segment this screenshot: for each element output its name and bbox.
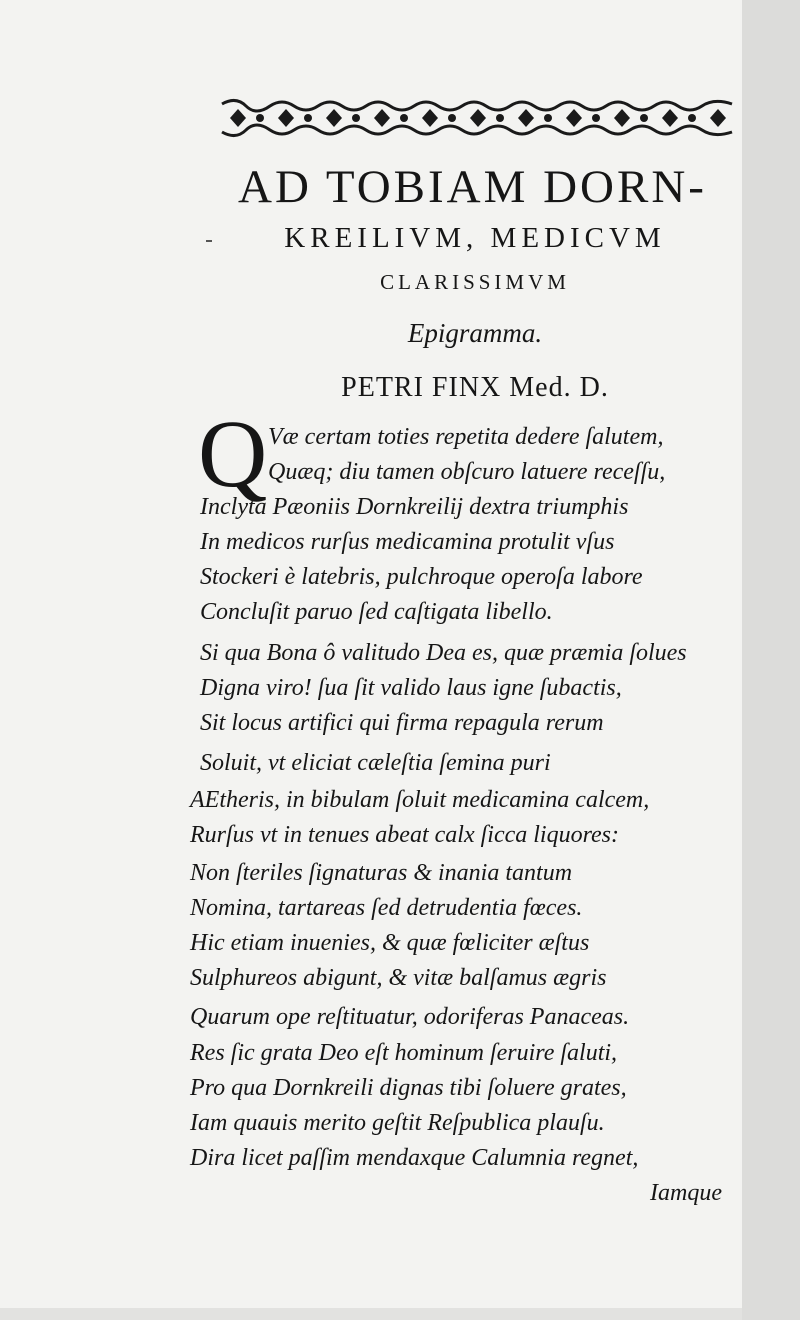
verse-line: AEtheris, in bibulam ſoluit medicamina calcem, xyxy=(190,787,650,813)
page-edge-bottom xyxy=(0,1308,742,1320)
genre-label: Epigramma. xyxy=(407,318,543,348)
verse-line: Non ſteriles ſignaturas & inania tantum xyxy=(190,860,573,886)
verse-line: Soluit, vt eliciat cæleſtia ſemina puri xyxy=(200,750,551,776)
verse-line: In medicos rurſus medicamina protulit vſus xyxy=(200,529,615,555)
verse-line: Nomina, tartareas ſed detrudentia fœces. xyxy=(190,895,583,921)
verse-line: Sit locus artifici qui firma repagula rerum xyxy=(200,710,604,736)
verse-line: Sulphureos abigunt, & vitæ balſamus ægris xyxy=(190,965,607,991)
verse-line: Hic etiam inuenies, & quæ fœliciter æſtus xyxy=(190,930,590,956)
catchword: Iamque xyxy=(650,1180,722,1206)
verse-line: Inclyta Pæoniis Dornkreilij dextra triumphis xyxy=(200,494,629,520)
verse-line: Quarum ope reſtituatur, odoriferas Panaceas. xyxy=(190,1004,630,1030)
verse-line: Stockeri è latebris, pulchroque operoſa labore xyxy=(200,564,643,590)
verse-line: Rurſus vt in tenues abeat calx ſicca liquores: xyxy=(190,822,620,848)
title-line-3: CLARISSIMVM xyxy=(380,270,570,294)
verse-line: Quæq; diu tamen obſcuro latuere receſſu, xyxy=(268,459,666,485)
verse-line: Pro qua Dornkreili dignas tibi ſoluere grates, xyxy=(190,1075,627,1101)
headpiece-ornament-icon xyxy=(216,96,738,140)
verse-line: Digna viro! ſua ſit valido laus igne ſubactis, xyxy=(200,675,622,701)
verse-line: Si qua Bona ô valitudo Dea es, quæ præmia ſolues xyxy=(200,640,687,666)
drop-cap-letter: Q xyxy=(198,400,268,507)
verse-line: Concluſit paruo ſed caſtigata libello. xyxy=(200,599,553,625)
author-line: PETRI FINX Med. D. xyxy=(341,372,609,403)
verse-line: Res ſic grata Deo eſt hominum ſeruire ſaluti, xyxy=(190,1040,618,1066)
title-line-1: AD TOBIAM DORN- xyxy=(238,161,707,213)
page-edge-right xyxy=(742,0,800,1320)
verse-line: Iam quauis merito geſtit Reſpublica plauſu. xyxy=(190,1110,605,1136)
verse-line: Dira licet paſſim mendaxque Calumnia regnet, xyxy=(190,1145,639,1171)
title-line-2: KREILIVM, MEDICVM xyxy=(284,222,666,254)
verse-line: Væ certam toties repetita dedere ſalutem, xyxy=(268,424,664,450)
